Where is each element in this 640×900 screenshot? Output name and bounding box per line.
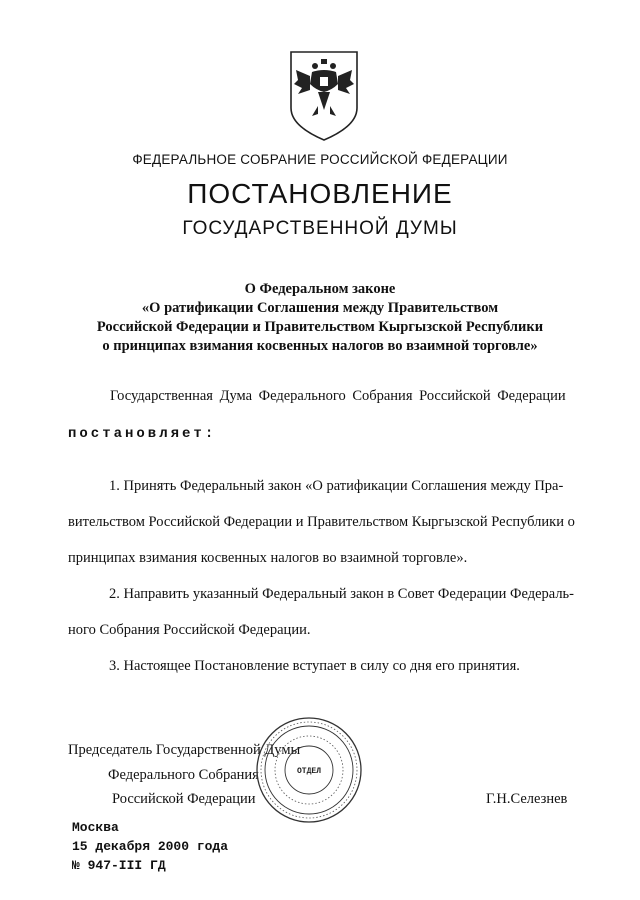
paragraph-line: 2. Направить указанный Федеральный закон в Совет Федерации Федераль- bbox=[109, 586, 574, 602]
paragraph-line: 3. Настоящее Постановление вступает в силу со дня его принятия. bbox=[109, 658, 520, 674]
paragraph-line: вительством Российской Федерации и Правительством Кыргызской Республики о bbox=[68, 514, 575, 530]
subject-line: О Федеральном законе bbox=[244, 281, 396, 297]
signing-date: 15 декабря 2000 года bbox=[72, 839, 229, 854]
stamp-label: ОТДЕЛ bbox=[296, 767, 322, 776]
signer-name: Г.Н.Селезнев bbox=[486, 791, 568, 807]
document-subtitle: ГОСУДАРСТВЕННОЙ ДУМЫ bbox=[182, 218, 458, 239]
russian-coat-of-arms-icon bbox=[288, 50, 360, 142]
paragraph-line: принципах взимания косвенных налогов во взаимной торговле». bbox=[68, 550, 468, 566]
signer-title-line: Федерального Собрания bbox=[108, 767, 259, 783]
paragraph-line: ного Собрания Российской Федерации. bbox=[68, 622, 311, 638]
document-number: № 947-III ГД bbox=[72, 858, 166, 873]
decree-subject bbox=[60, 280, 580, 356]
intro-text: Государственная Дума Федерального Собрания Российской Федерации bbox=[110, 388, 566, 404]
subject-line: Российской Федерации и Правительством Кыргызской Республики bbox=[96, 319, 544, 335]
paragraph-line: 1. Принять Федеральный закон «О ратификации Соглашения между Пра- bbox=[109, 478, 564, 494]
document-title: ПОСТАНОВЛЕНИЕ bbox=[187, 178, 453, 209]
place-of-signing: Москва bbox=[72, 820, 119, 835]
assembly-heading: ФЕДЕРАЛЬНОЕ СОБРАНИЕ РОССИЙСКОЙ ФЕДЕРАЦИИ bbox=[132, 152, 508, 167]
subject-line: о принципах взимания косвенных налогов во взаимной торговле» bbox=[102, 338, 538, 354]
official-stamp-icon bbox=[255, 716, 363, 824]
signer-title-line: Российской Федерации bbox=[112, 791, 256, 807]
paragraph-3 bbox=[68, 648, 603, 684]
subject-line: «О ратификации Соглашения между Правительством bbox=[141, 300, 499, 316]
signer-title-line: Председатель Государственной Думы bbox=[68, 742, 301, 758]
paragraph-1 bbox=[68, 468, 603, 576]
paragraph-2 bbox=[68, 576, 603, 648]
resolves-word: постановляет: bbox=[68, 426, 217, 442]
